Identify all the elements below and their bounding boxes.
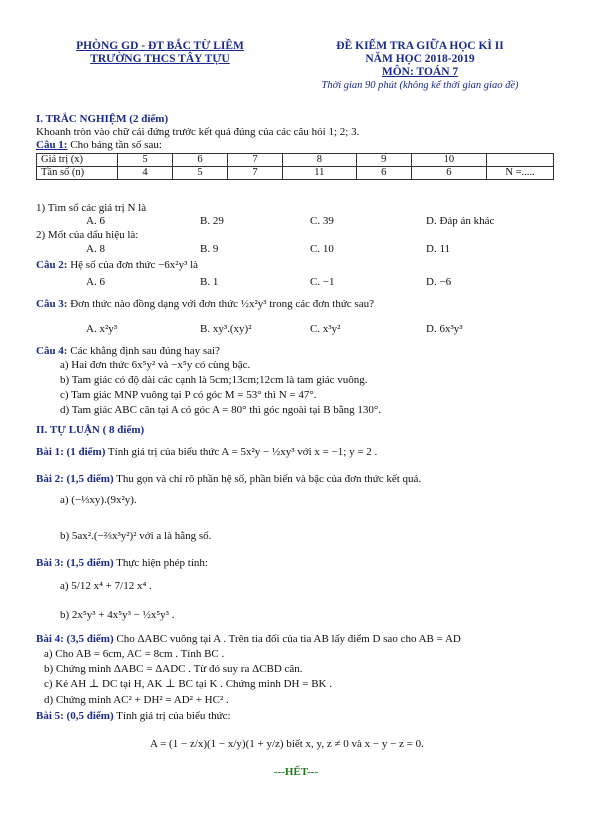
question-1-text: Cho bảng tần số sau: — [70, 139, 162, 151]
table-cell: 5 — [118, 154, 173, 167]
question-1-2: 2) Mốt của dấu hiệu là: — [36, 229, 139, 241]
table-cell: 7 — [227, 154, 282, 167]
table-cell: 10 — [411, 154, 486, 167]
exercise-3a: a) 5/12 x⁴ + 7/12 x⁴ . — [60, 580, 152, 592]
exercise-4 — [36, 633, 461, 646]
answer-option[interactable]: A. x²y³ — [86, 323, 118, 335]
exercise-2b: b) 5ax².(−⅔x³y²)² với a là hằng số. — [60, 530, 212, 542]
question-2-label: Câu 2: — [36, 259, 68, 271]
table-cell: 5 — [172, 167, 227, 180]
exercise-2a: a) (−⅓xy).(9x²y). — [60, 494, 137, 506]
exercise-5-label: Bài 5: (0,5 điểm) — [36, 710, 114, 722]
table-cell: 8 — [282, 154, 356, 167]
table-cell — [487, 154, 554, 167]
exercise-4d: d) Chứng minh AC² + DH² = AD² + HC² . — [44, 694, 229, 706]
exercise-3-text: Thực hiện phép tính: — [116, 557, 208, 569]
exercise-1-text: Tính giá trị của biểu thức A = 5x²y − ½xy³ với x = −1; y = 2 . — [107, 446, 378, 458]
answer-option[interactable]: C. −1 — [310, 276, 335, 288]
frequency-table — [36, 153, 554, 180]
answer-option[interactable]: D. 6x³y³ — [426, 323, 463, 335]
statement-a: a) Hai đơn thức 6x⁵y² và −x⁵y có cùng bậc. — [60, 359, 251, 371]
exam-title: ĐỀ KIỂM TRA GIỮA HỌC KÌ II — [336, 40, 504, 52]
table-cell: N =..... — [487, 167, 554, 180]
answer-option[interactable]: B. 9 — [200, 243, 219, 255]
question-3-label: Câu 3: — [36, 298, 68, 310]
subject: MÔN: TOÁN 7 — [381, 66, 459, 78]
exam-header — [300, 40, 540, 92]
question-1-label: Câu 1: — [36, 139, 68, 151]
question-1 — [36, 139, 162, 152]
part2-title: II. TỰ LUẬN ( 8 điểm) — [36, 424, 145, 436]
exercise-5-text: Tính giá trị của biểu thức: — [116, 710, 231, 722]
answer-option[interactable]: D. −6 — [426, 276, 452, 288]
exercise-4b: b) Chứng minh ΔABC = ΔADC . Từ đó suy ra ΔCBD cân. — [44, 663, 303, 675]
exercise-5 — [36, 710, 231, 723]
question-3-text: Đơn thức nào đồng dạng với đơn thức ½x²y³ trong các đơn thức sau? — [70, 298, 374, 310]
exercise-3b: b) 2x⁵y³ + 4x⁵y³ − ½x⁵y³ . — [60, 609, 175, 621]
answer-option[interactable]: C. 10 — [310, 243, 334, 255]
exercise-4-text: Cho ΔABC vuông tại A . Trên tia đối của tia AB lấy điểm D sao cho AB = AD — [116, 633, 461, 645]
question-2 — [36, 259, 198, 272]
answer-option[interactable]: C. x³y² — [310, 323, 341, 335]
exam-duration: Thời gian 90 phút (không kể thời gian giao đề) — [321, 80, 519, 91]
answer-option[interactable]: A. 6 — [86, 215, 105, 227]
answer-option[interactable]: A. 6 — [86, 276, 105, 288]
table-cell: 4 — [118, 167, 173, 180]
exercise-2-label: Bài 2: (1,5 điểm) — [36, 473, 114, 485]
answer-option[interactable]: A. 8 — [86, 243, 105, 255]
exercise-2 — [36, 473, 421, 486]
table-cell: 6 — [411, 167, 486, 180]
table-cell: 11 — [282, 167, 356, 180]
exercise-1 — [36, 446, 377, 459]
answer-option[interactable]: D. 11 — [426, 243, 451, 255]
answer-option[interactable]: D. Đáp án khác — [426, 215, 495, 227]
table-cell: Tần số (n) — [37, 167, 118, 180]
exercise-4c: c) Kẻ AH ⊥ DC tại H, AK ⊥ BC tại K . Chứng minh DH = BK . — [44, 678, 332, 690]
table-row — [37, 154, 554, 167]
table-cell: 7 — [227, 167, 282, 180]
question-3 — [36, 298, 374, 311]
table-cell: Giá trị (x) — [37, 154, 118, 167]
exercise-1-label: Bài 1: (1 điểm) — [36, 446, 106, 458]
question-4-label: Câu 4: — [36, 345, 68, 357]
part1-intro: Khoanh tròn vào chữ cái đứng trước kết quả đúng của các câu hỏi 1; 2; 3. — [36, 126, 360, 138]
exercise-4-label: Bài 4: (3,5 điểm) — [36, 633, 114, 645]
question-4 — [36, 345, 220, 358]
department-name: PHÒNG GD - ĐT BẮC TỪ LIÊM — [76, 40, 244, 52]
statement-b: b) Tam giác có độ dài các cạnh là 5cm;13cm;12cm là tam giác vuông. — [60, 374, 368, 386]
table-cell: 6 — [356, 167, 411, 180]
statement-c: c) Tam giác MNP vuông tại P có góc M = 53° thì N = 47°. — [60, 389, 317, 401]
exercise-2-text: Thu gọn và chỉ rõ phần hệ số, phần biến và bậc của đơn thức kết quả. — [116, 473, 422, 485]
statement-d: d) Tam giác ABC cân tại A có góc A = 80° thì góc ngoài tại B bằng 130°. — [60, 404, 382, 416]
school-year: NĂM HỌC 2018-2019 — [365, 53, 475, 65]
question-4-text: Các khẳng định sau đúng hay sai? — [70, 345, 220, 357]
exercise-3-label: Bài 3: (1,5 điểm) — [36, 557, 114, 569]
end-marker: ---HẾT--- — [273, 766, 319, 778]
question-1-1: 1) Tìm số các giá trị N là — [36, 202, 147, 214]
table-cell: 9 — [356, 154, 411, 167]
table-row — [37, 167, 554, 180]
answer-option[interactable]: C. 39 — [310, 215, 334, 227]
exercise-4a: a) Cho AB = 6cm, AC = 8cm . Tính BC . — [44, 648, 225, 660]
school-header — [60, 40, 260, 66]
school-name: TRƯỜNG THCS TÂY TỰU — [90, 53, 230, 65]
part1-title: I. TRẮC NGHIỆM (2 điểm) — [36, 113, 169, 125]
table-cell: 6 — [172, 154, 227, 167]
answer-option[interactable]: B. 29 — [200, 215, 224, 227]
exercise-3 — [36, 557, 208, 570]
answer-option[interactable]: B. 1 — [200, 276, 219, 288]
exercise-5-formula: A = (1 − z/x)(1 − x/y)(1 + y/z) biết x, y, z ≠ 0 và x − y − z = 0. — [150, 738, 424, 750]
answer-option[interactable]: B. xy³.(xy)² — [200, 323, 252, 335]
question-2-text: Hệ số của đơn thức −6x²y³ là — [70, 259, 199, 271]
